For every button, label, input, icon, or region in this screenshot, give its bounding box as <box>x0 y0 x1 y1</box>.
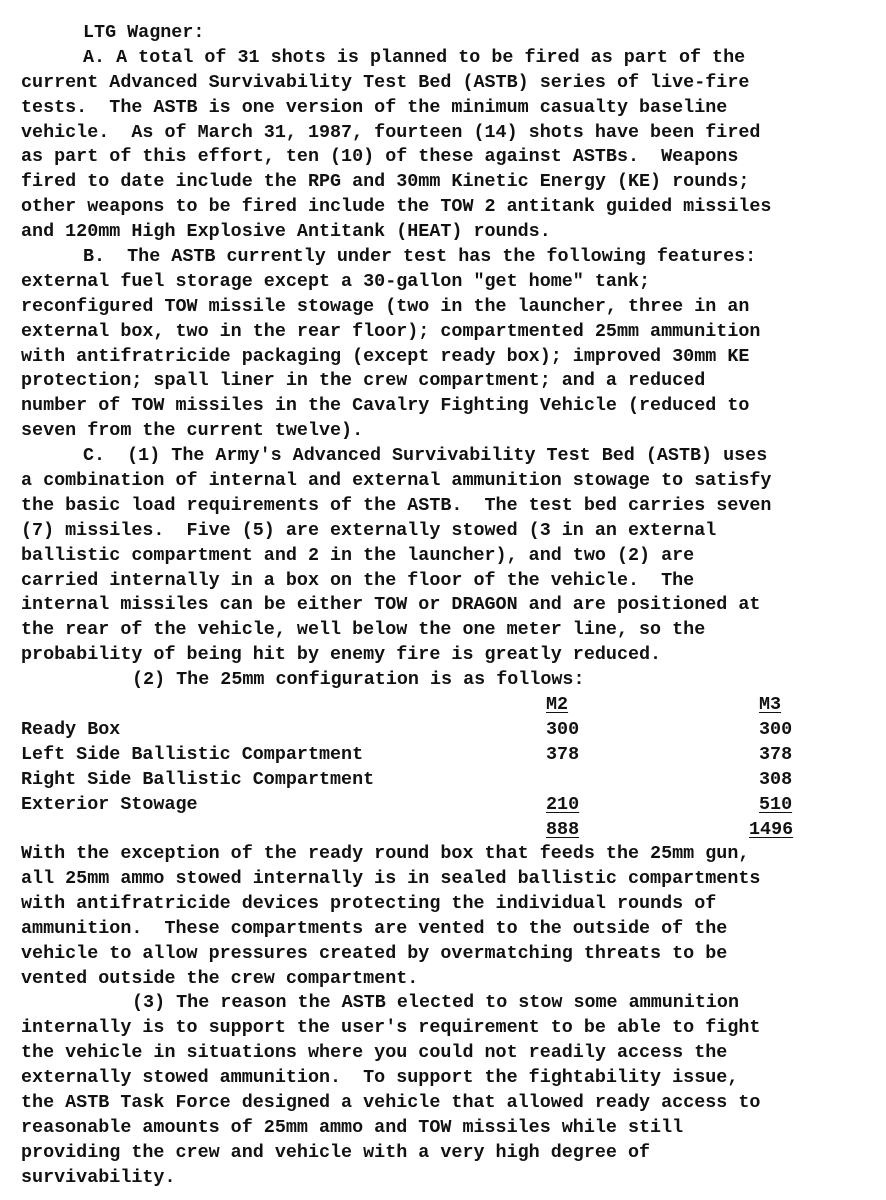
row-label: Left Side Ballistic Compartment <box>21 743 364 765</box>
m2-value: 210 <box>546 793 580 815</box>
paragraph-c2-after <box>21 842 871 991</box>
para-b-line: reconfigured TOW missile stowage (two in the launcher, three in an <box>21 295 750 317</box>
table-row <box>21 718 871 743</box>
para-c2-line: all 25mm ammo stowed internally is in sealed ballistic compartments <box>21 867 761 889</box>
memo-page <box>21 21 871 1191</box>
row-label: Exterior Stowage <box>21 793 198 815</box>
para-c1-line: internal missiles can be either TOW or DRAGON and are positioned at <box>21 594 761 616</box>
m3-value: 378 <box>759 743 793 765</box>
para-c3-line: survivability. <box>21 1166 176 1188</box>
paragraph-c3 <box>21 991 871 1190</box>
table-row <box>21 743 871 768</box>
para-c2-line: vented outside the crew compartment. <box>21 967 419 989</box>
row-label: Right Side Ballistic Compartment <box>21 768 375 790</box>
m3-total: 1496 <box>749 818 794 840</box>
para-b-line: external fuel storage except a 30-gallon "get home" tank; <box>21 270 651 292</box>
para-c2-line: with antifratricide devices protecting the individual rounds of <box>21 892 717 914</box>
m3-value: 300 <box>759 718 793 740</box>
para-a-line: A. A total of 31 shots is planned to be fired as part of the <box>83 46 746 68</box>
para-a-line: and 120mm High Explosive Antitank (HEAT) rounds. <box>21 221 551 243</box>
para-a-line: as part of this effort, ten (10) of these against ASTBs. Weapons <box>21 146 739 168</box>
para-c3-line: internally is to support the user's requirement to be able to fight <box>21 1017 761 1039</box>
para-b-line: protection; spall liner in the crew compartment; and a reduced <box>21 370 706 392</box>
salutation: LTG Wagner: <box>83 22 205 43</box>
ammo-config-table <box>21 693 871 842</box>
m2-value: 378 <box>546 743 580 765</box>
para-b-line: B. The ASTB currently under test has the following features: <box>83 246 757 268</box>
para-b-line: external box, two in the rear floor); compartmented 25mm ammunition <box>21 320 761 342</box>
paragraph-c1 <box>21 444 871 668</box>
para-a-line: tests. The ASTB is one version of the minimum casualty baseline <box>21 96 728 118</box>
para-b-line: number of TOW missiles in the Cavalry Fighting Vehicle (reduced to <box>21 395 750 417</box>
table-header-row <box>21 693 871 718</box>
m3-value: 308 <box>759 768 793 790</box>
paragraph-b <box>21 245 871 444</box>
m2-total: 888 <box>546 818 580 840</box>
m3-value: 510 <box>759 793 793 815</box>
column-header-m2: M2 <box>546 694 569 716</box>
table-total-row <box>21 818 871 843</box>
table-row <box>21 793 871 818</box>
para-c3-line: (3) The reason the ASTB elected to stow some ammunition <box>132 992 739 1014</box>
table-row <box>21 768 871 793</box>
para-c3-line: the vehicle in situations where you could not readily access the <box>21 1042 728 1064</box>
para-c1-line: ballistic compartment and 2 in the launcher), and two (2) are <box>21 544 695 566</box>
para-c1-line: the basic load requirements of the ASTB. The test bed carries seven <box>21 494 772 516</box>
para-c2-intro: (2) The 25mm configuration is as follows: <box>132 669 585 691</box>
para-c1-line: C. (1) The Army's Advanced Survivability Test Bed (ASTB) uses <box>83 445 768 467</box>
para-c1-line: (7) missiles. Five (5) are externally stowed (3 in an external <box>21 519 717 541</box>
para-c3-line: externally stowed ammunition. To support the fightability issue, <box>21 1067 739 1089</box>
para-a-line: other weapons to be fired include the TOW 2 antitank guided missiles <box>21 196 772 218</box>
row-label: Ready Box <box>21 718 121 740</box>
para-c2-line: vehicle to allow pressures created by overmatching threats to be <box>21 942 728 964</box>
para-c1-line: a combination of internal and external ammunition stowage to satisfy <box>21 470 772 492</box>
para-c3-line: the ASTB Task Force designed a vehicle that allowed ready access to <box>21 1091 761 1113</box>
para-c2-line: ammunition. These compartments are vented to the outside of the <box>21 917 728 939</box>
para-c1-line: the rear of the vehicle, well below the one meter line, so the <box>21 619 706 641</box>
para-c3-line: reasonable amounts of 25mm ammo and TOW missiles while still <box>21 1116 684 1138</box>
para-a-line: current Advanced Survivability Test Bed (ASTB) series of live-fire <box>21 71 750 93</box>
para-b-line: with antifratricide packaging (except ready box); improved 30mm KE <box>21 345 750 367</box>
para-a-line: fired to date include the RPG and 30mm Kinetic Energy (KE) rounds; <box>21 171 750 193</box>
para-b-line: seven from the current twelve). <box>21 420 364 442</box>
para-c2-line: With the exception of the ready round box that feeds the 25mm gun, <box>21 843 750 865</box>
para-a-line: vehicle. As of March 31, 1987, fourteen (14) shots have been fired <box>21 121 761 143</box>
paragraph-a <box>21 46 871 245</box>
m2-value: 300 <box>546 718 580 740</box>
para-c1-line: carried internally in a box on the floor of the vehicle. The <box>21 569 695 591</box>
para-c3-line: providing the crew and vehicle with a very high degree of <box>21 1141 651 1163</box>
para-c1-line: probability of being hit by enemy fire is greatly reduced. <box>21 644 662 666</box>
column-header-m3: M3 <box>759 694 782 716</box>
